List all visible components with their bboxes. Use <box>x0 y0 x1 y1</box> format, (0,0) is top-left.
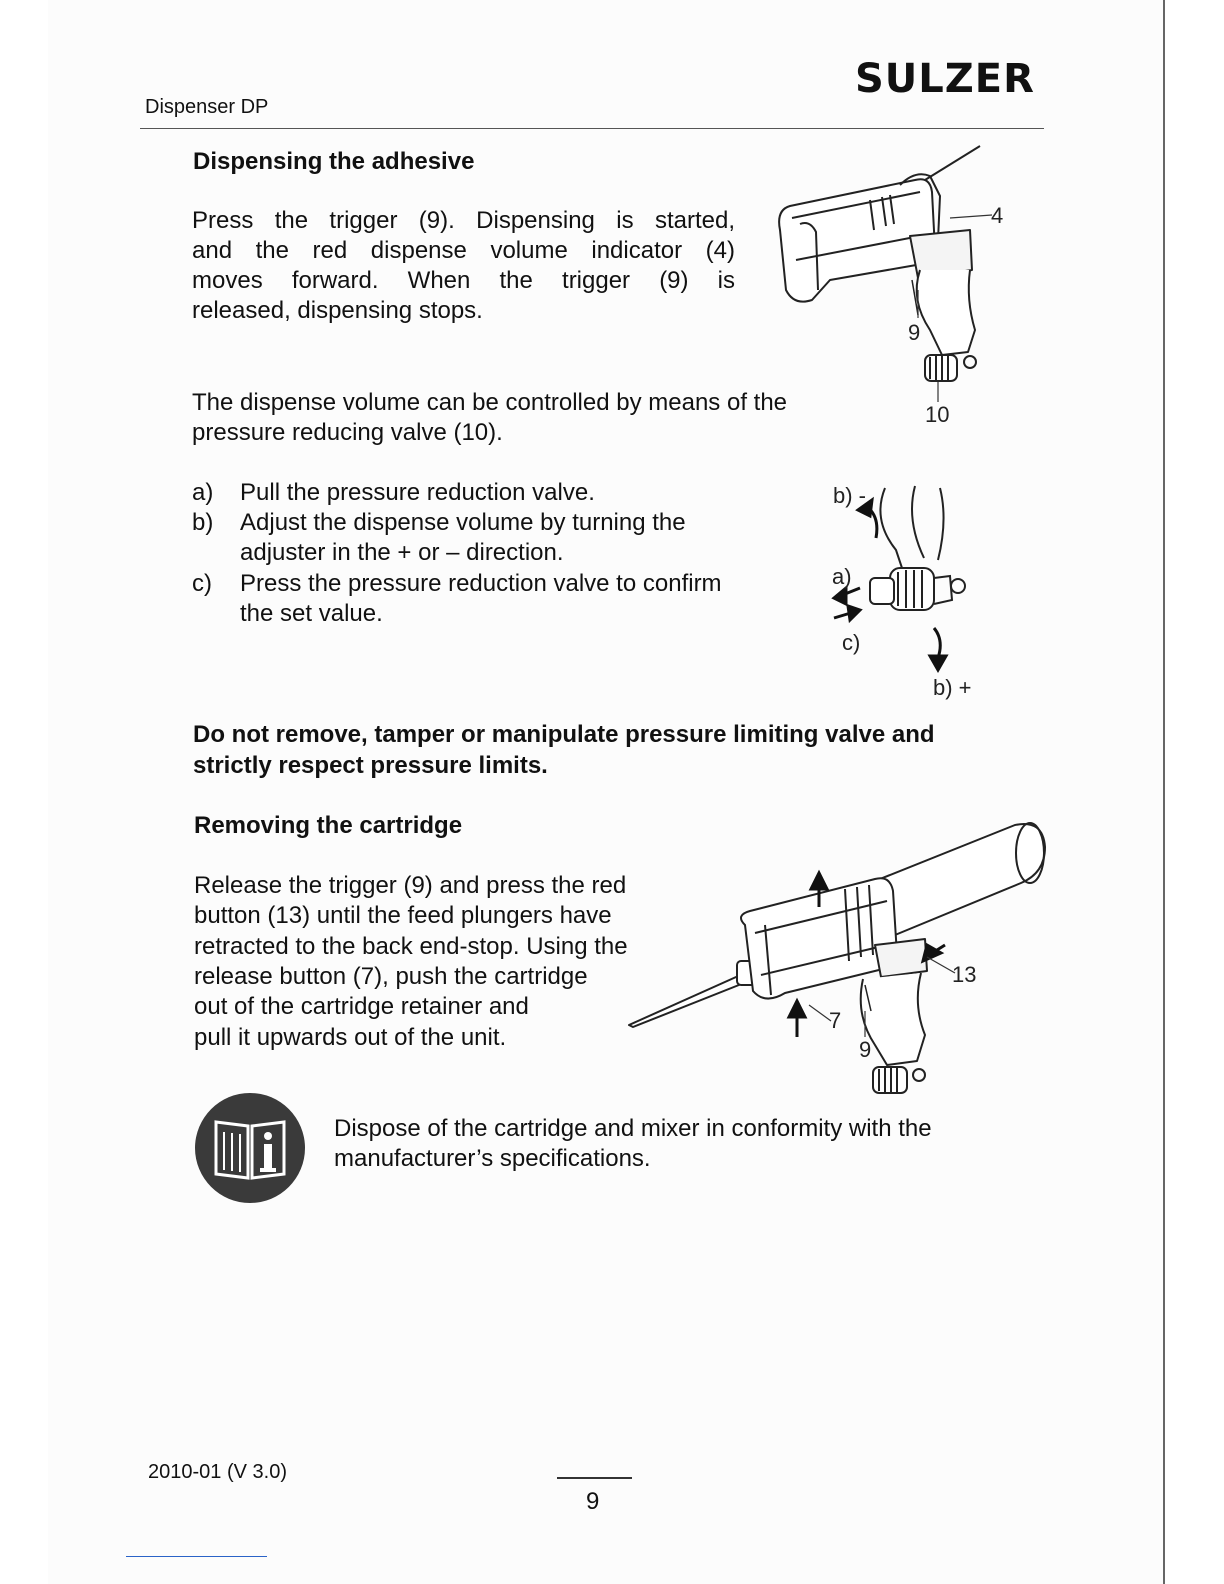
figure-label-trigger-2: 9 <box>859 1037 872 1062</box>
info-note-line-1: Dispose of the cartridge and mixer in conformity with the <box>334 1115 932 1142</box>
page-number-rule <box>557 1477 632 1479</box>
header-rule <box>140 128 1044 129</box>
removing-paragraph-line-2: button (13) until the feed plungers have <box>194 902 612 929</box>
dispensing-paragraph-line-1: Press the trigger (9). Dispensing is started, <box>192 207 735 234</box>
list-marker: c) <box>192 570 212 597</box>
warning-line-2: strictly respect pressure limits. <box>193 752 548 779</box>
list-item-a <box>192 478 792 510</box>
list-text: Pull the pressure reduction valve. <box>240 479 595 506</box>
figure-label-trigger: 9 <box>908 320 921 345</box>
footer-date-version: 2010-01 (V 3.0) <box>148 1461 287 1483</box>
volume-paragraph-line-1: The dispense volume can be controlled by means of the <box>192 389 788 416</box>
dispensing-paragraph-line-3: moves forward. When the trigger (9) is <box>192 267 735 294</box>
figure-label-press: c) <box>842 630 861 655</box>
list-marker: a) <box>192 479 214 506</box>
dispensing-paragraph-line-2: and the red dispense volume indicator (4) <box>192 237 735 264</box>
section-heading-dispensing: Dispensing the adhesive <box>193 148 475 175</box>
removing-paragraph-line-5: out of the cartridge retainer and <box>194 993 529 1020</box>
removing-paragraph-line-3: retracted to the back end-stop. Using the <box>194 933 628 960</box>
list-text: the set value. <box>240 600 383 627</box>
section-heading-removing: Removing the cartridge <box>194 812 463 839</box>
info-note-line-2: manufacturer’s specifications. <box>334 1145 651 1172</box>
cartridge-removal-figure <box>625 815 1055 1105</box>
page-edge-line <box>1163 0 1165 1584</box>
document-title: Dispenser DP <box>145 96 269 118</box>
list-text: Press the pressure reduction valve to confirm <box>240 570 722 597</box>
figure-label-pull: a) <box>832 564 852 589</box>
page-number: 9 <box>586 1488 600 1515</box>
bottom-link-underline <box>126 1556 267 1557</box>
volume-paragraph-line-2: pressure reducing valve (10). <box>192 419 503 446</box>
list-text: Adjust the dispense volume by turning the <box>240 509 686 536</box>
list-item-c <box>192 569 792 631</box>
figure-label-indicator: 4 <box>991 203 1004 228</box>
figure-label-red-button: 13 <box>952 962 977 987</box>
list-text: adjuster in the + or – direction. <box>240 539 564 566</box>
removing-paragraph-line-6: pull it upwards out of the unit. <box>194 1024 507 1051</box>
figure-label-release-button: 7 <box>829 1008 842 1033</box>
removing-paragraph-line-1: Release the trigger (9) and press the red <box>194 872 627 899</box>
figure-label-valve: 10 <box>925 402 950 427</box>
list-item-b <box>192 508 792 570</box>
figure-label-plus: b) + <box>933 675 972 700</box>
figure-label-minus: b) - <box>833 483 866 508</box>
warning-line-1: Do not remove, tamper or manipulate pressure limiting valve and <box>193 721 935 748</box>
dispensing-paragraph-line-4: released, dispensing stops. <box>192 297 483 324</box>
brand-logo: SULZER <box>855 56 1035 102</box>
list-marker: b) <box>192 509 214 536</box>
removing-paragraph-line-4: release button (7), push the cartridge <box>194 963 588 990</box>
info-manual-icon <box>194 1092 306 1204</box>
dispenser-gun-figure <box>770 140 1020 430</box>
